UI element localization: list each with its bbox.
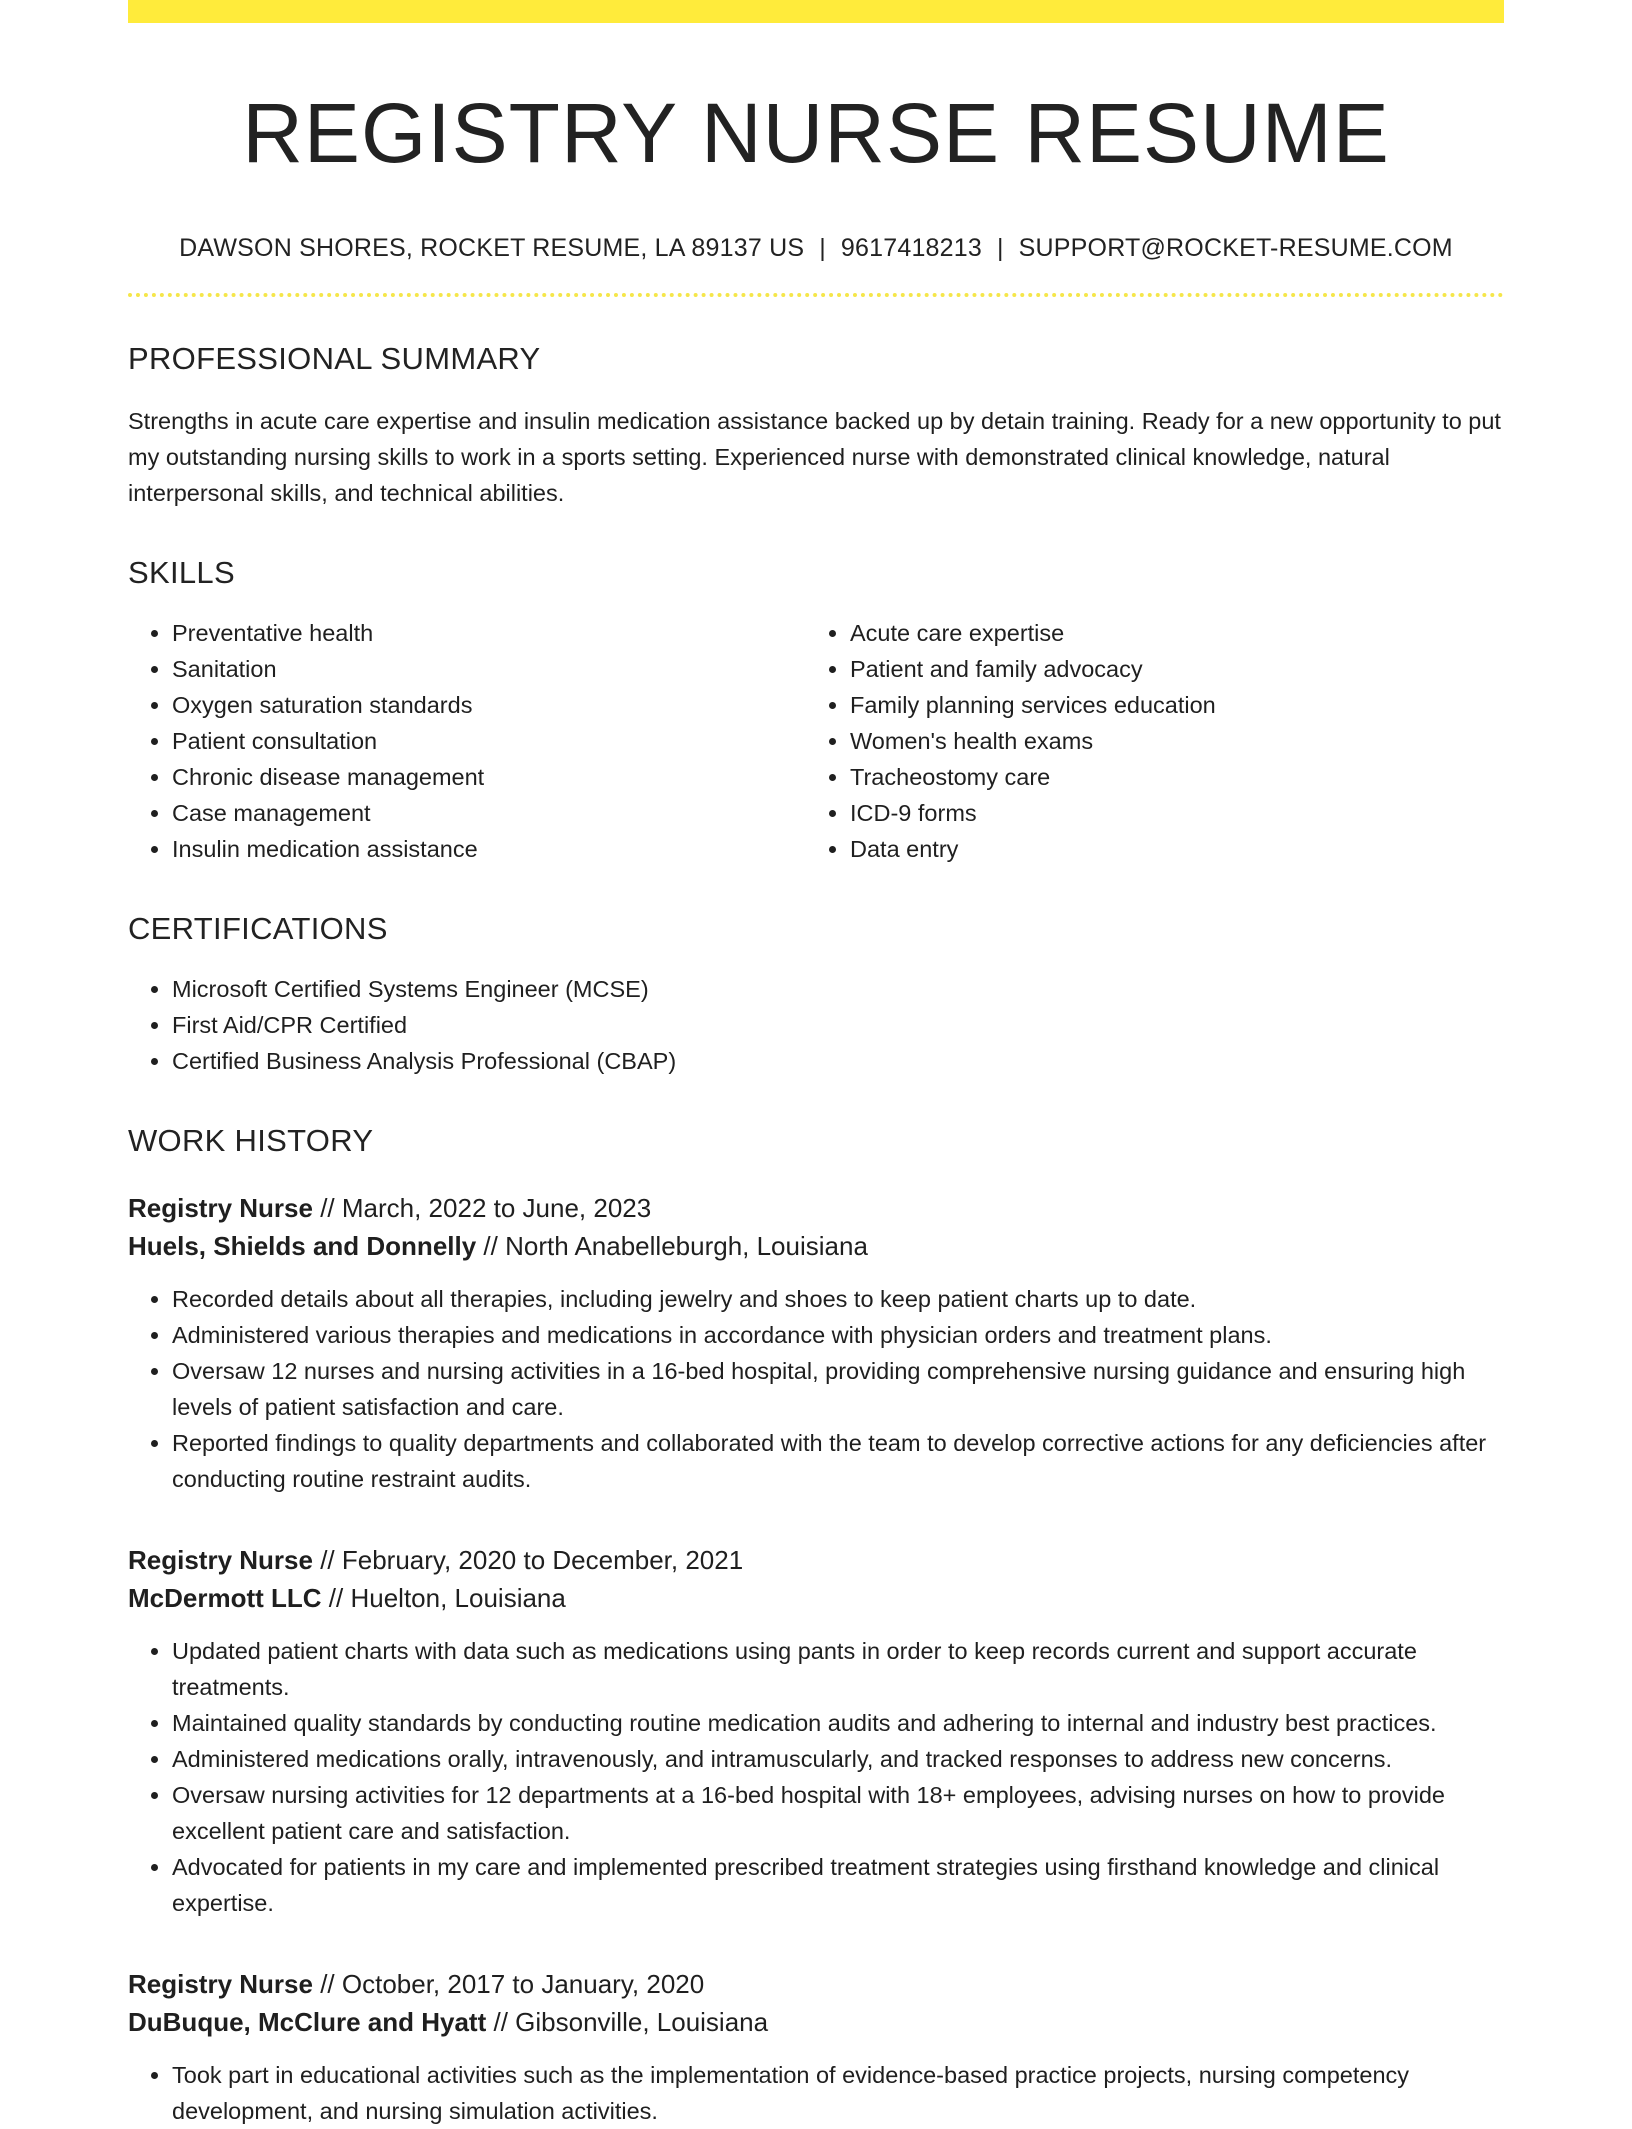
work-history-heading: WORK HISTORY — [128, 1122, 374, 1158]
skill-item: • Chronic disease management — [172, 759, 806, 795]
accent-bar — [128, 0, 1504, 23]
job-dates: // March, 2022 to June, 2023 — [320, 1192, 652, 1223]
resume-page — [128, 0, 1504, 2129]
job-entry — [128, 1541, 1504, 1921]
job-title: Registry Nurse — [128, 1544, 313, 1575]
summary-heading: PROFESSIONAL SUMMARY — [128, 340, 541, 376]
skill-item: • Preventative health — [172, 615, 806, 651]
skill-item: • Oxygen saturation standards — [172, 687, 806, 723]
job-location: // Huelton, Louisiana — [328, 1582, 566, 1613]
separator: | — [996, 233, 1004, 262]
job-bullets — [128, 2057, 1504, 2129]
skills-list — [128, 615, 1504, 867]
job-bullet: • Administered various therapies and medications in accordance with physician orders and treatment plans. — [172, 1317, 1504, 1353]
skill-item: • Patient and family advocacy — [850, 651, 1484, 687]
job-location: // Gibsonville, Louisiana — [493, 2006, 769, 2037]
job-company-line — [128, 2003, 1504, 2041]
skill-item: • Women's health exams — [850, 723, 1484, 759]
address: DAWSON SHORES, ROCKET RESUME, LA 89137 US — [179, 233, 805, 262]
email-link[interactable]: SUPPORT@ROCKET-RESUME.COM — [1018, 233, 1453, 262]
job-bullet: • Updated patient charts with data such as medications using pants in order to keep records current and support accurate treatments. — [172, 1633, 1504, 1705]
job-title-line — [128, 1541, 1504, 1579]
job-dates: // February, 2020 to December, 2021 — [320, 1544, 744, 1575]
job-bullets — [128, 1281, 1504, 1497]
certification-item: • Microsoft Certified Systems Engineer (MCSE) — [172, 971, 1504, 1007]
job-location: // North Anabelleburgh, Louisiana — [483, 1230, 868, 1261]
job-title: Registry Nurse — [128, 1192, 313, 1223]
job-bullet: • Oversaw nursing activities for 12 departments at a 16-bed hospital with 18+ employees, advising nurses on how to provide excellent patient care and satisfaction. — [172, 1777, 1504, 1849]
job-bullets — [128, 1633, 1504, 1921]
skills-column-right — [806, 615, 1484, 867]
skill-item: • Tracheostomy care — [850, 759, 1484, 795]
job-bullet: • Oversaw 12 nurses and nursing activities in a 16-bed hospital, providing comprehensive nursing guidance and ensuring high levels of patient satisfaction and care. — [172, 1353, 1504, 1425]
job-title-line — [128, 1965, 1504, 2003]
job-company: DuBuque, McClure and Hyatt — [128, 2006, 487, 2037]
job-title-line — [128, 1189, 1504, 1227]
skill-item: • Acute care expertise — [850, 615, 1484, 651]
job-dates: // October, 2017 to January, 2020 — [320, 1968, 705, 1999]
dotted-divider — [128, 293, 1504, 297]
skill-item: • ICD-9 forms — [850, 795, 1484, 831]
skills-heading: SKILLS — [128, 554, 235, 590]
skill-item: • Patient consultation — [172, 723, 806, 759]
skill-item: • Case management — [172, 795, 806, 831]
job-title: Registry Nurse — [128, 1968, 313, 1999]
phone: 9617418213 — [840, 233, 982, 262]
skill-item: • Sanitation — [172, 651, 806, 687]
job-bullet: • Advocated for patients in my care and implemented prescribed treatment strategies using firsthand knowledge and clinical expertise. — [172, 1849, 1504, 1921]
job-company-line — [128, 1579, 1504, 1617]
job-entry — [128, 1189, 1504, 1497]
skill-item: • Family planning services education — [850, 687, 1484, 723]
certification-item: • Certified Business Analysis Professional (CBAP) — [172, 1043, 1504, 1079]
job-bullet: • Recorded details about all therapies, including jewelry and shoes to keep patient charts up to date. — [172, 1281, 1504, 1317]
job-company-line — [128, 1227, 1504, 1265]
job-bullet: • Maintained quality standards by conducting routine medication audits and adhering to internal and industry best practices. — [172, 1705, 1504, 1741]
skill-item: • Data entry — [850, 831, 1484, 867]
certifications-heading: CERTIFICATIONS — [128, 910, 388, 946]
job-bullet: • Administered medications orally, intravenously, and intramuscularly, and tracked responses to address new concerns. — [172, 1741, 1504, 1777]
certifications-list — [128, 971, 1504, 1079]
contact-line — [128, 234, 1504, 263]
skill-item: • Insulin medication assistance — [172, 831, 806, 867]
job-company: Huels, Shields and Donnelly — [128, 1230, 477, 1261]
certification-item: • First Aid/CPR Certified — [172, 1007, 1504, 1043]
job-entry — [128, 1965, 1504, 2129]
job-bullet: • Took part in educational activities such as the implementation of evidence-based practice projects, nursing competency development, and nursing simulation activities. — [172, 2057, 1504, 2129]
resume-title: REGISTRY NURSE RESUME — [242, 86, 1390, 180]
skills-column-left — [128, 615, 806, 867]
job-company: McDermott LLC — [128, 1582, 322, 1613]
summary-text: Strengths in acute care expertise and insulin medication assistance backed up by detain training. Ready for a new opportunity to put my outstanding nursing skills to work in a sports setting. Experienced nurse with demonstrated clinical knowledge, natural interpersonal skills, and technical abilities. — [128, 407, 1501, 506]
separator: | — [819, 233, 826, 262]
job-bullet: • Reported findings to quality departments and collaborated with the team to develop corrective actions for any deficiencies after conducting routine restraint audits. — [172, 1425, 1504, 1497]
